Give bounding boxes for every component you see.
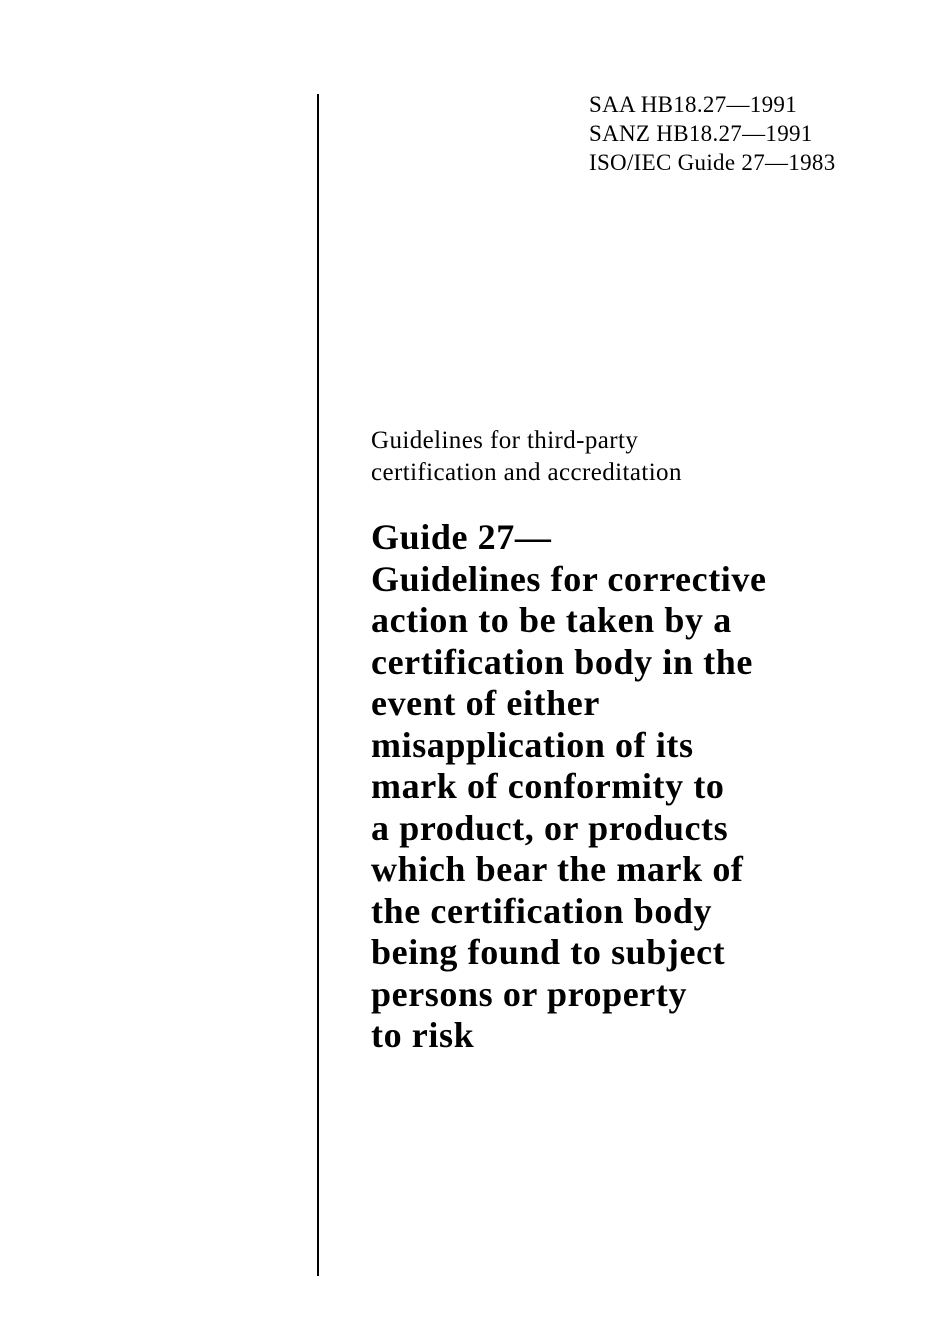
title-line: a product, or products bbox=[371, 807, 729, 848]
series-title bbox=[371, 425, 682, 489]
title-line: to risk bbox=[371, 1015, 475, 1055]
vertical-rule bbox=[317, 94, 319, 1276]
title-line: event of either bbox=[371, 683, 600, 723]
designation-iso-iec: ISO/IEC Guide 27—1983 bbox=[589, 150, 836, 175]
standard-designations bbox=[589, 90, 836, 177]
title-line: mark of conformity to bbox=[371, 766, 725, 806]
designation-saa: SAA HB18.27—1991 bbox=[589, 92, 797, 117]
series-title-line: certification and accreditation bbox=[371, 459, 682, 486]
title-line: persons or property bbox=[371, 973, 688, 1014]
title-line: the certification body bbox=[371, 890, 713, 931]
title-line: action to be taken by a bbox=[371, 600, 732, 640]
title-line: certification body in the bbox=[371, 641, 753, 682]
series-title-line: Guidelines for third-party bbox=[371, 427, 639, 454]
title-line: being found to subject bbox=[371, 932, 726, 972]
title-line: misapplication of its bbox=[371, 724, 694, 765]
title-line: Guidelines for corrective bbox=[371, 558, 767, 599]
title-line: which bear the mark of bbox=[371, 849, 744, 889]
document-title bbox=[371, 517, 767, 1057]
title-line: Guide 27— bbox=[371, 517, 552, 557]
designation-sanz: SANZ HB18.27—1991 bbox=[589, 121, 813, 146]
